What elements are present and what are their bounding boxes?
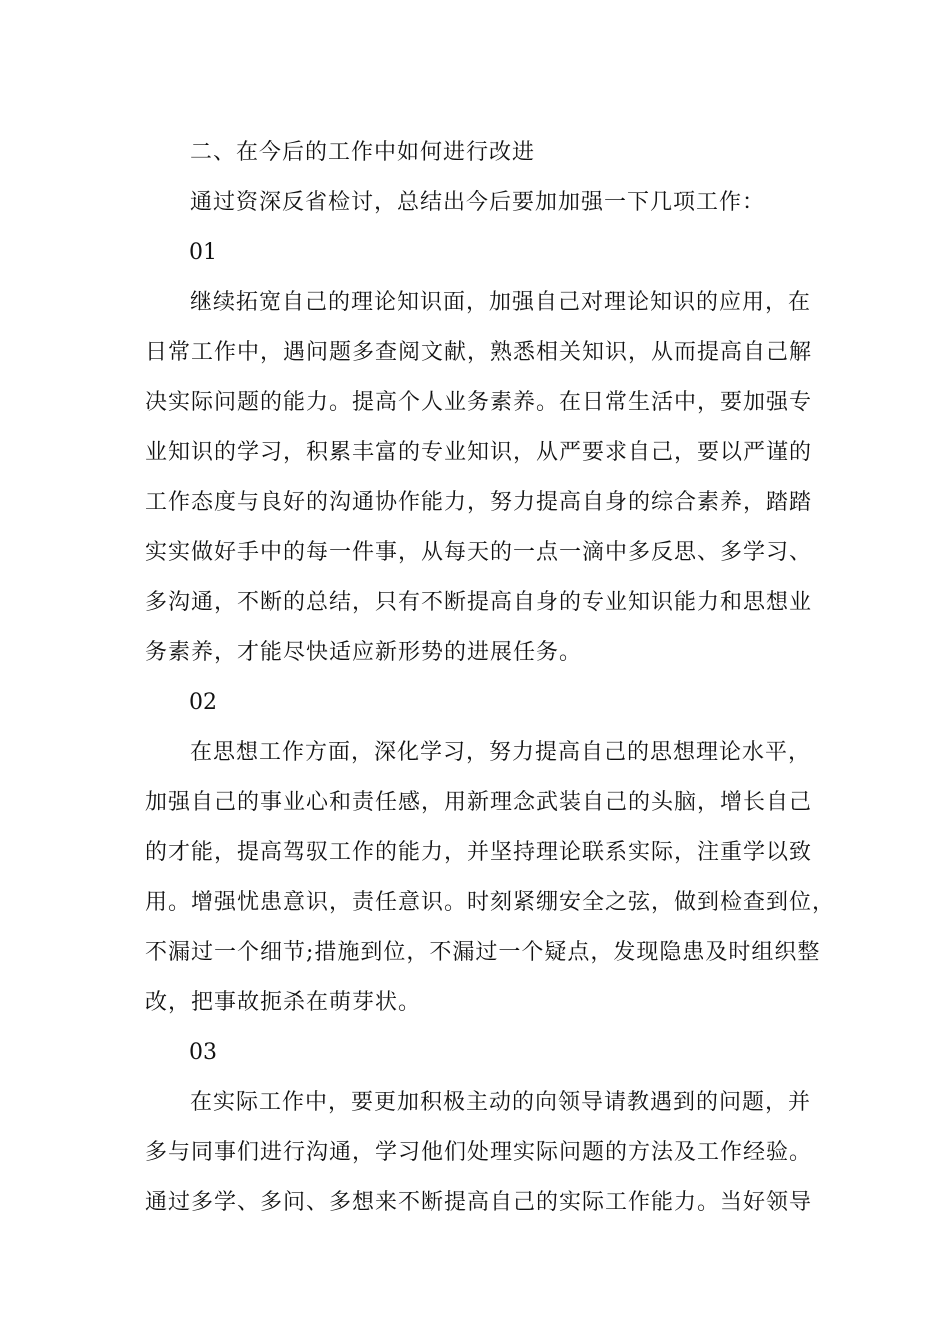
paragraph-line: 通过多学、多问、多想来不断提高自己的实际工作能力。当好领导 <box>145 1190 813 1215</box>
paragraph-line: 工作态度与良好的沟通协作能力，努力提高自身的综合素养，踏踏 <box>145 490 813 515</box>
section-number-01: 01 <box>189 240 217 265</box>
paragraph-line: 在实际工作中，要更加积极主动的向领导请教遇到的问题，并 <box>190 1090 812 1115</box>
paragraph-line: 日常工作中，遇问题多查阅文献，熟悉相关知识，从而提高自己解 <box>145 340 813 365</box>
paragraph-line: 多沟通，不断的总结，只有不断提高自身的专业知识能力和思想业 <box>145 590 813 615</box>
paragraph-line: 务素养，才能尽快适应新形势的进展任务。 <box>145 640 583 665</box>
paragraph-line: 在思想工作方面，深化学习，努力提高自己的思想理论水平， <box>190 740 812 765</box>
section-heading: 二、在今后的工作中如何进行改进 <box>190 140 536 165</box>
paragraph-line: 改，把事故扼杀在萌芽状。 <box>145 990 422 1015</box>
intro-paragraph: 通过资深反省检讨，总结出今后要加加强一下几项工作： <box>190 190 766 215</box>
section-number-02: 02 <box>189 690 217 715</box>
paragraph-line: 业知识的学习，积累丰富的专业知识，从严要求自己，要以严谨的 <box>145 440 813 465</box>
paragraph-line: 继续拓宽自己的理论知识面，加强自己对理论知识的应用，在 <box>190 290 812 315</box>
section-number-03: 03 <box>189 1040 217 1065</box>
paragraph-line: 的才能，提高驾驭工作的能力，并坚持理论联系实际，注重学以致 <box>145 840 813 865</box>
paragraph-line: 加强自己的事业心和责任感，用新理念武装自己的头脑，增长自己 <box>145 790 813 815</box>
paragraph-line: 实实做好手中的每一件事，从每天的一点一滴中多反思、多学习、 <box>145 540 813 565</box>
paragraph-line: 多与同事们进行沟通，学习他们处理实际问题的方法及工作经验。 <box>145 1140 813 1165</box>
paragraph-line: 决实际问题的能力。提高个人业务素养。在日常生活中，要加强专 <box>145 390 813 415</box>
paragraph-line: 不漏过一个细节;措施到位，不漏过一个疑点，发现隐患及时组织整 <box>145 940 821 965</box>
paragraph-line: 用。增强忧患意识，责任意识。时刻紧绷安全之弦，做到检查到位， <box>145 890 836 915</box>
document-body <box>145 128 836 1228</box>
